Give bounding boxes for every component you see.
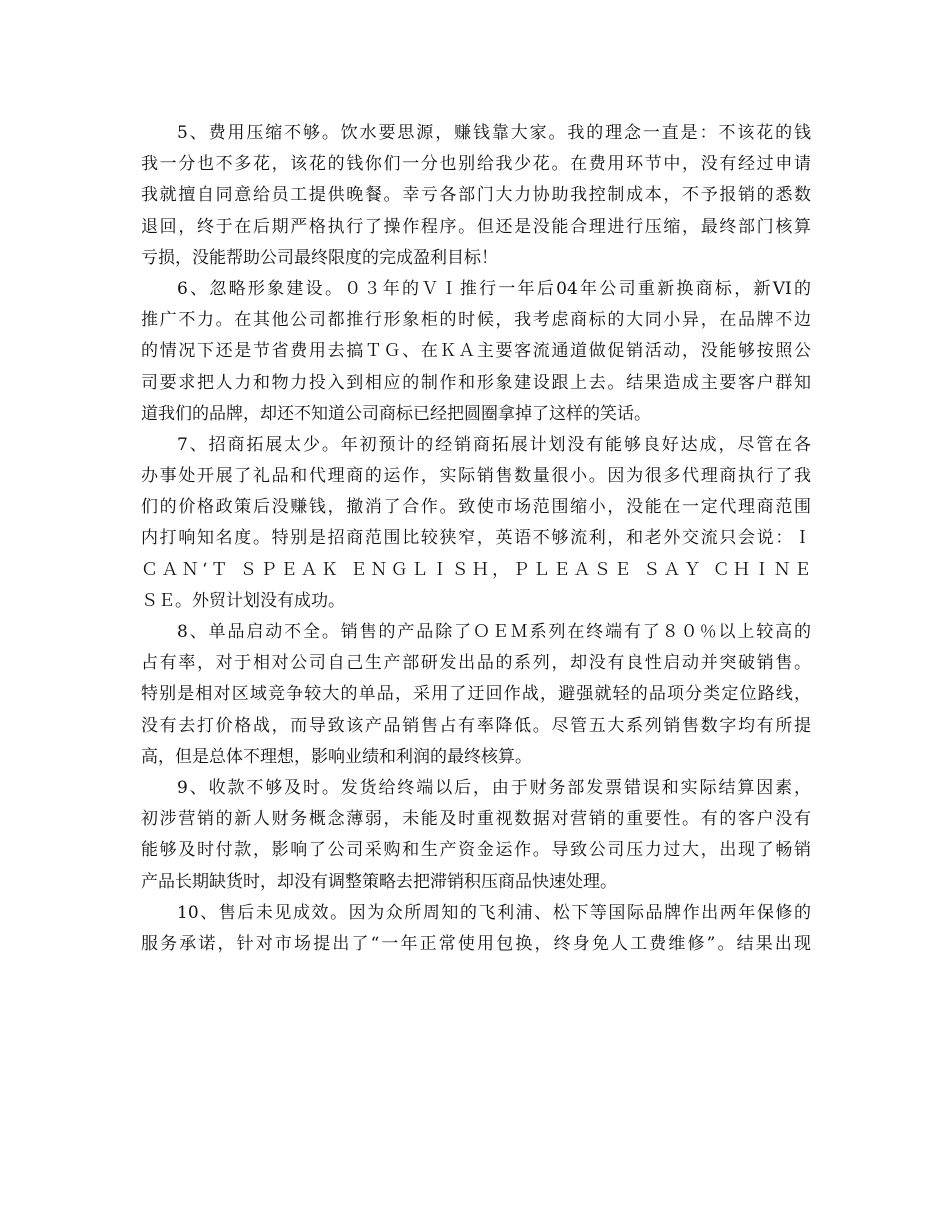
text-line: 我一分也不多花，该花的钱你们一分也别给我少花。在费用环节中，没有经过申请 bbox=[141, 154, 811, 175]
text-line: 的情况下还是节省费用去搞ＴＧ、在ＫＡ主要客流通道做促销活动，没能够按照公 bbox=[141, 341, 811, 362]
text-line: 6、忽略形象建设。０３年的ＶＩ推行一年后04年公司重新换商标，新VI的 bbox=[177, 278, 811, 299]
text-line: 占有率，对于相对公司自己生产部研发出品的系列，却没有良性启动并突破销售。 bbox=[141, 653, 811, 674]
text-line: 能够及时付款，影响了公司采购和生产资金运作。导致公司压力过大，出现了畅销 bbox=[141, 840, 811, 861]
text-line: 9、收款不够及时。发货给终端以后，由于财务部发票错误和实际结算因素， bbox=[177, 777, 811, 798]
paragraph-5-expense-compression bbox=[141, 118, 811, 274]
text-line: ＣＡＮ‘Ｔ ＳＰＥＡＫ ＥＮＧＬＩＳＨ，ＰＬＥＡＳＥ ＳＡＹ ＣＨＩＮＥ bbox=[141, 559, 811, 580]
text-line: 没有去打价格战，而导致该产品销售占有率降低。尽管五大系列销售数字均有所提 bbox=[141, 715, 811, 736]
text-line: 内打响知名度。特别是招商范围比较狭窄，英语不够流利，和老外交流只会说：Ｉ bbox=[141, 528, 811, 549]
text-line: 初涉营销的新人财务概念薄弱，未能及时重视数据对营销的重要性。有的客户没有 bbox=[141, 809, 811, 830]
document-page bbox=[141, 118, 811, 960]
text-line: 高，但是总体不理想，影响业绩和利润的最终核算。 bbox=[141, 746, 532, 767]
paragraph-10-after-sales bbox=[141, 898, 811, 960]
text-line: 我就擅自同意给员工提供晚餐。幸亏各部门大力协助我控制成本，不予报销的悉数 bbox=[141, 185, 811, 206]
text-line: 产品长期缺货时，却没有调整策略去把滞销积压商品快速处理。 bbox=[141, 871, 617, 892]
text-line: 特别是相对区域竞争较大的单品，采用了迂回作战，避强就轻的品项分类定位路线， bbox=[141, 684, 811, 705]
paragraph-9-payment-collection bbox=[141, 773, 811, 898]
text-line: 退回，终于在后期严格执行了操作程序。但还是没能合理进行压缩，最终部门核算 bbox=[141, 216, 811, 237]
text-line: 服务承诺，针对市场提出了“一年正常使用包换，终身免人工费维修”。结果出现 bbox=[141, 933, 811, 954]
text-line: 道我们的品牌，却还不知道公司商标已经把圆圈拿掉了这样的笑话。 bbox=[141, 403, 651, 424]
paragraph-7-investment-expansion bbox=[141, 430, 811, 617]
text-line: 们的价格政策后没赚钱，撤消了合作。致使市场范围缩小，没能在一定代理商范围 bbox=[141, 497, 811, 518]
text-line: 8、单品启动不全。销售的产品除了ＯＥＭ系列在终端有了８０％以上较高的 bbox=[177, 622, 811, 642]
text-line: 5、费用压缩不够。饮水要思源，赚钱靠大家。我的理念一直是：不该花的钱 bbox=[177, 123, 811, 143]
text-line: 10、售后未见成效。因为众所周知的飞利浦、松下等国际品牌作出两年保修的 bbox=[177, 902, 811, 923]
text-line: 司要求把人力和物力投入到相应的制作和形象建设跟上去。结果造成主要客户群知 bbox=[141, 372, 811, 393]
text-line: 7、招商拓展太少。年初预计的经销商拓展计划没有能够良好达成，尽管在各 bbox=[177, 434, 811, 455]
paragraph-6-image-building bbox=[141, 274, 811, 430]
paragraph-8-product-launch bbox=[141, 617, 811, 773]
text-line: 推广不力。在其他公司都推行形象柜的时候，我考虑商标的大同小异，在品牌不边 bbox=[141, 310, 811, 331]
text-line: 办事处开展了礼品和代理商的运作，实际销售数量很小。因为很多代理商执行了我 bbox=[141, 466, 811, 487]
text-line: ＳＥ。外贸计划没有成功。 bbox=[141, 590, 345, 611]
text-line: 亏损，没能帮助公司最终限度的完成盈利目标！ bbox=[141, 247, 498, 268]
